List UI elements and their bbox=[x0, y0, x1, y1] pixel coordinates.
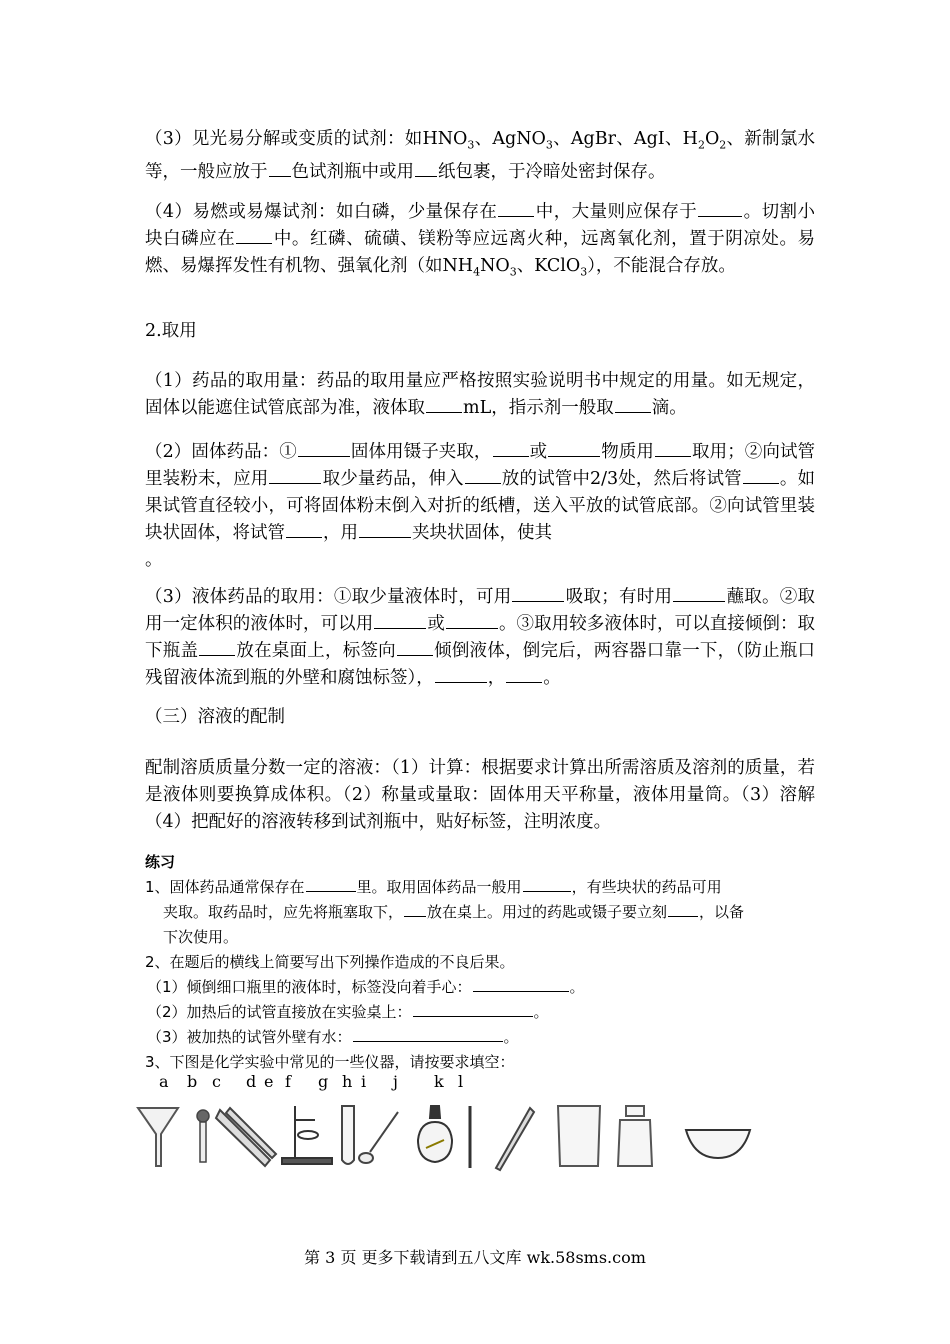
label-e: e bbox=[264, 1072, 274, 1091]
text: mL，指示剂一般取 bbox=[463, 398, 614, 418]
paragraph-liquid bbox=[145, 584, 815, 692]
text: 、AgNO bbox=[474, 129, 546, 149]
text: 、新制氯水等，一般应放于 bbox=[145, 129, 816, 182]
text: 里。取用固体药品一般用 bbox=[356, 878, 522, 896]
exercise-2-1 bbox=[145, 975, 835, 1000]
exercise-title: 练习 bbox=[145, 853, 176, 871]
text: O bbox=[704, 129, 720, 149]
text: 、KClO bbox=[516, 256, 581, 276]
text: 。 bbox=[569, 978, 585, 996]
heading: 2.取用 bbox=[145, 321, 197, 341]
text: （2）加热后的试管直接放在实验桌上： bbox=[147, 1003, 412, 1021]
subscript: 3 bbox=[580, 265, 588, 279]
answer-blank[interactable] bbox=[199, 638, 235, 656]
text: 放的试管中2/3处，然后将试管 bbox=[501, 469, 742, 489]
subscript: 3 bbox=[467, 138, 475, 152]
text: ，以备 bbox=[699, 903, 745, 921]
text: 滴。 bbox=[651, 398, 687, 418]
answer-blank[interactable] bbox=[353, 1026, 503, 1042]
answer-blank[interactable] bbox=[673, 584, 725, 602]
answer-blank[interactable] bbox=[743, 466, 779, 484]
answer-blank[interactable] bbox=[306, 876, 356, 892]
answer-blank[interactable] bbox=[668, 901, 698, 917]
text: 色试剂瓶中或用 bbox=[291, 161, 414, 182]
text: 。③取用较多液体时，可以直接倾倒：取下瓶盖 bbox=[145, 614, 816, 661]
text: 吸取；有时用 bbox=[565, 587, 673, 607]
answer-blank[interactable] bbox=[493, 439, 529, 457]
label-d: d bbox=[246, 1072, 257, 1091]
subscript: 2 bbox=[697, 138, 705, 152]
text: 。切割小块白磷应在 bbox=[145, 202, 815, 249]
paragraph-solid bbox=[145, 439, 815, 574]
subscript: 3 bbox=[509, 265, 517, 279]
text: 1、固体药品通常保存在 bbox=[145, 878, 305, 896]
answer-blank[interactable] bbox=[446, 611, 498, 629]
answer-blank[interactable] bbox=[269, 159, 291, 177]
label-h: h bbox=[342, 1072, 353, 1091]
text: 、AgBr、AgI、H bbox=[552, 129, 698, 149]
subscript: 3 bbox=[545, 138, 553, 152]
apparatus-illustration bbox=[130, 1100, 780, 1180]
answer-blank[interactable] bbox=[397, 638, 433, 656]
text: （3）见光易分解或变质的试剂：如HNO bbox=[145, 129, 468, 149]
label-j: j bbox=[393, 1072, 398, 1091]
answer-blank[interactable] bbox=[236, 226, 272, 244]
section-title-usage bbox=[145, 318, 815, 345]
paragraph-solution-prep bbox=[145, 755, 815, 836]
text: 。 bbox=[145, 550, 163, 570]
text: 。 bbox=[503, 1028, 519, 1046]
text: （4）易燃或易爆试剂：如白磷，少量保存在 bbox=[145, 202, 498, 222]
text: （2）固体药品：① bbox=[145, 442, 297, 462]
exercise-1-end: 下次使用。 bbox=[163, 928, 239, 946]
text: ， bbox=[487, 668, 506, 688]
text: ），不能混合存放。 bbox=[587, 256, 736, 276]
paragraph-flammable bbox=[145, 199, 815, 286]
text: 。如果试管直径较小，可将固体粉末倒入对折的纸槽，送入平放的试管底部。②向试管里装块状固体，将试管 bbox=[145, 469, 816, 543]
text: NO bbox=[480, 256, 510, 276]
paragraph-light-sensitive bbox=[145, 126, 815, 186]
subscript: 2 bbox=[719, 138, 727, 152]
exercise-2-3 bbox=[145, 1025, 835, 1050]
text: 。 bbox=[533, 1003, 549, 1021]
page-footer: 第 3 页 更多下载请到五八文库 wk.58sms.com bbox=[304, 1248, 646, 1267]
answer-blank[interactable] bbox=[655, 439, 691, 457]
answer-blank[interactable] bbox=[523, 876, 571, 892]
text: 夹取。取药品时，应先将瓶塞取下， bbox=[163, 903, 404, 921]
text: ，用 bbox=[323, 523, 358, 543]
label-g: g bbox=[318, 1072, 329, 1091]
beaker-icon bbox=[558, 1106, 600, 1166]
answer-blank[interactable] bbox=[615, 395, 651, 413]
answer-blank[interactable] bbox=[298, 439, 350, 457]
answer-blank[interactable] bbox=[465, 466, 501, 484]
text: （3）被加热的试管外壁有水： bbox=[147, 1028, 352, 1046]
exercise-2: 2、在题后的横线上简要写出下列操作造成的不良后果。 bbox=[145, 953, 515, 971]
text: （3）液体药品的取用：①取少量液体时，可用 bbox=[145, 587, 512, 607]
text: 纸包裹，于冷暗处密封保存。 bbox=[438, 161, 666, 182]
section-title-solution bbox=[145, 704, 815, 731]
answer-blank[interactable] bbox=[374, 611, 426, 629]
label-c: c bbox=[212, 1072, 221, 1091]
exercise-3: 3、下图是化学实验中常见的一些仪器，请按要求填空： bbox=[145, 1053, 515, 1071]
text: 取用；②向试管里装粉末，应用 bbox=[145, 442, 816, 489]
text: 放在桌面上，标签向 bbox=[236, 641, 396, 661]
text: 中，大量则应保存于 bbox=[535, 202, 698, 222]
text: 放在桌上。用过的药匙或镊子要立刻 bbox=[427, 903, 668, 921]
answer-blank[interactable] bbox=[698, 199, 742, 217]
answer-blank[interactable] bbox=[426, 395, 462, 413]
paragraph-amount bbox=[145, 368, 815, 422]
text: 倾倒液体，倒完后，两容器口靠一下，（防止瓶口残留液体流到瓶的外壁和腐蚀标签）， bbox=[145, 641, 816, 688]
label-b: b bbox=[187, 1072, 198, 1091]
label-f: f bbox=[285, 1072, 291, 1091]
text: 物质用 bbox=[601, 442, 654, 462]
exercise-1 bbox=[145, 875, 835, 900]
answer-blank[interactable] bbox=[286, 520, 322, 538]
text: （1）药品的取用量：药品的取用量应严格按照实验说明书中规定的用量。如无规定，固体以能遮住试管底部为准，液体取 bbox=[145, 371, 815, 418]
text: ，有些块状的药品可用 bbox=[571, 878, 722, 896]
label-a: a bbox=[159, 1072, 169, 1091]
text: 。 bbox=[543, 668, 561, 688]
label-k: k bbox=[434, 1072, 444, 1091]
answer-blank[interactable] bbox=[512, 584, 564, 602]
answer-blank[interactable] bbox=[269, 466, 321, 484]
label-i: i bbox=[361, 1072, 367, 1091]
label-l: l bbox=[458, 1072, 464, 1091]
answer-blank[interactable] bbox=[413, 1001, 533, 1017]
answer-blank[interactable] bbox=[404, 901, 426, 917]
subscript: 4 bbox=[473, 265, 481, 279]
answer-blank[interactable] bbox=[498, 199, 534, 217]
text: 或 bbox=[427, 614, 445, 634]
answer-blank[interactable] bbox=[415, 159, 437, 177]
exercise-2-2 bbox=[145, 1000, 835, 1025]
text: （1）倾倒细口瓶里的液体时，标签没向着手心： bbox=[147, 978, 472, 996]
heading: （三）溶液的配制 bbox=[145, 707, 285, 727]
test-tube-icon bbox=[342, 1106, 354, 1164]
exercise-block bbox=[145, 850, 835, 1075]
answer-blank[interactable] bbox=[359, 520, 411, 538]
text: 夹块状固体，使其 bbox=[412, 523, 552, 543]
answer-blank[interactable] bbox=[548, 439, 600, 457]
apparatus-labels bbox=[145, 1072, 845, 1094]
text: 固体用镊子夹取， bbox=[350, 442, 492, 462]
answer-blank[interactable] bbox=[435, 665, 487, 683]
answer-blank[interactable] bbox=[506, 665, 542, 683]
text: 取少量药品，伸入 bbox=[322, 469, 464, 489]
exercise-1-cont bbox=[145, 900, 835, 925]
text: 中。红磷、硫磺、镁粉等应远离火种，远离氧化剂，置于阴凉处。易燃、易爆挥发性有机物、强氧化剂（如NH bbox=[145, 229, 816, 276]
text: 配制溶质质量分数一定的溶液：（1）计算：根据要求计算出所需溶质及溶剂的质量，若是液体则要换算成体积。（2）称量或量取：固体用天平称量，液体用量筒。（3）溶解（4）把配好的溶液转移到试剂瓶中，贴好标签，注明浓度。 bbox=[145, 758, 815, 832]
answer-blank[interactable] bbox=[473, 976, 569, 992]
text: 蘸取。②取用一定体积的液体时，可以用 bbox=[145, 587, 816, 634]
text: 或 bbox=[529, 442, 548, 462]
